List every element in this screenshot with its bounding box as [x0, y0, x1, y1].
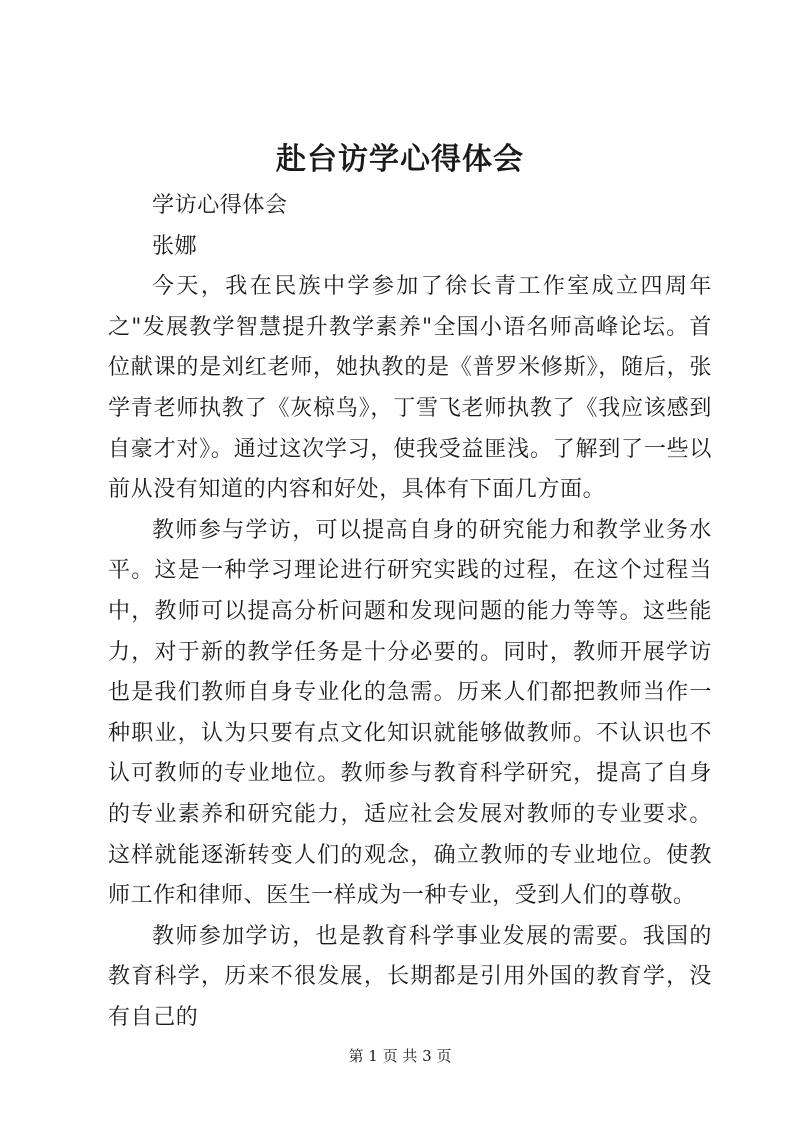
- author-paragraph: 张娜: [152, 233, 198, 259]
- body-paragraph: 教师参与学访，可以提高自身的研究能力和教学业务水平。这是一种学习理论进行研究实践的过程，在这个过程当中，教师可以提高分析问题和发现问题的能力等等。这些能力，对于新的教学任务是十分必要的。同时，教师开展学访也是我们教师自身专业化的急需。历来人们都把教师当作一种职业，认为只要有点文化知识就能够做教师。不认识也不认可教师的专业地位。教师参与教育科学研究，提高了自身的专业素养和研究能力，适应社会发展对教师的专业要求。这样就能逐渐转变人们的观念，确立教师的专业地位。使教师工作和律师、医生一样成为一种专业，受到人们的尊敬。: [108, 517, 712, 909]
- document-body: [108, 186, 712, 1038]
- body-paragraph: 今天，我在民族中学参加了徐长青工作室成立四周年之"发展教学智慧提升教学素养"全国小语名师高峰论坛。首位献课的是刘红老师，她执教的是《普罗米修斯》，随后，张学青老师执教了《灰椋鸟》，丁雪飞老师执教了《我应该感到自豪才对》。通过这次学习，使我受益匪浅。了解到了一些以前从没有知道的内容和好处，具体有下面几方面。: [108, 274, 712, 503]
- body-paragraph: 教师参加学访，也是教育科学事业发展的需要。我国的教育科学，历来不很发展，长期都是引用外国的教育学，没有自己的: [108, 923, 712, 1030]
- document-title: 赴台访学心得体会: [276, 142, 524, 177]
- subtitle-paragraph: 学访心得体会: [152, 193, 288, 218]
- page-number-footer: 第 1 页 共 3 页: [348, 1047, 452, 1065]
